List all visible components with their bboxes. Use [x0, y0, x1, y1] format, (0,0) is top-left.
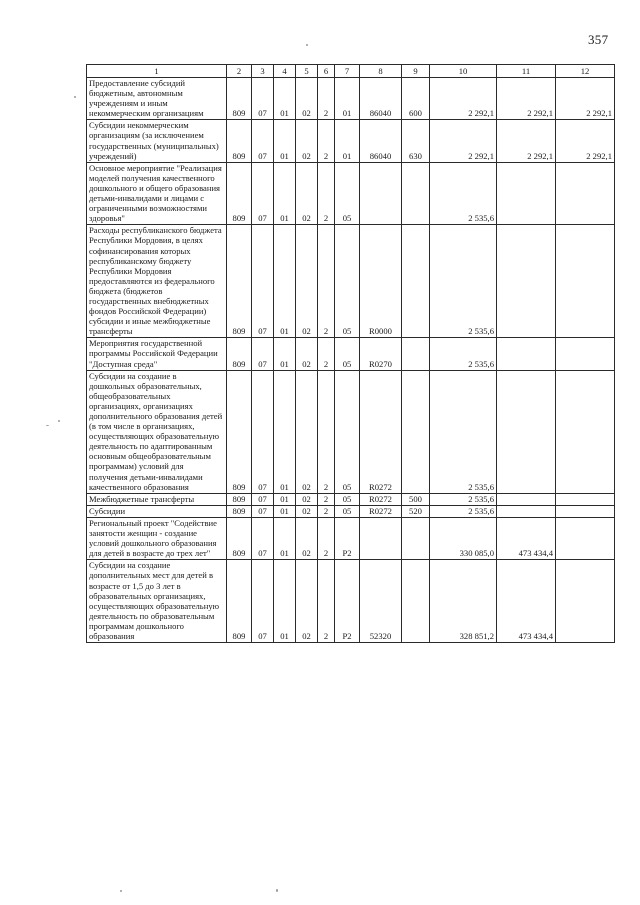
cell-subprogram: 2	[318, 78, 335, 120]
cell-subprogram: 2	[318, 338, 335, 370]
cell-chapter: 809	[227, 225, 252, 338]
cell-amount-3: 2 292,1	[556, 78, 615, 120]
cell-program: 02	[296, 370, 318, 493]
cell-subprogram: 2	[318, 493, 335, 505]
cell-amount-1: 2 292,1	[430, 120, 497, 162]
cell-amount-2	[497, 225, 556, 338]
cell-direction: R0272	[360, 505, 402, 517]
column-header: 2	[227, 65, 252, 78]
cell-program: 02	[296, 225, 318, 338]
cell-section: 07	[252, 370, 274, 493]
cell-program: 02	[296, 505, 318, 517]
cell-chapter: 809	[227, 505, 252, 517]
row-name: Мероприятия государственной программы Российской Федерации "Доступная среда"	[87, 338, 227, 370]
cell-amount-1: 2 535,6	[430, 338, 497, 370]
column-header: 6	[318, 65, 335, 78]
cell-program: 02	[296, 162, 318, 225]
cell-section: 07	[252, 505, 274, 517]
cell-direction: 86040	[360, 120, 402, 162]
page-number: 357	[588, 32, 609, 47]
row-name: Предоставление субсидий бюджетным, автономным учреждениям и иным некоммерческим организациям	[87, 78, 227, 120]
cell-expense-type	[402, 338, 430, 370]
cell-activity: 05	[335, 225, 360, 338]
cell-direction	[360, 517, 402, 559]
cell-subsection: 01	[274, 560, 296, 643]
cell-section: 07	[252, 78, 274, 120]
cell-subprogram: 2	[318, 370, 335, 493]
cell-program: 02	[296, 120, 318, 162]
cell-activity: 05	[335, 162, 360, 225]
cell-activity: P2	[335, 517, 360, 559]
cell-amount-2	[497, 162, 556, 225]
cell-amount-2: 2 292,1	[497, 120, 556, 162]
column-header: 4	[274, 65, 296, 78]
cell-amount-3	[556, 560, 615, 643]
cell-expense-type	[402, 517, 430, 559]
cell-amount-2: 473 434,4	[497, 517, 556, 559]
cell-section: 07	[252, 162, 274, 225]
cell-expense-type: 500	[402, 493, 430, 505]
column-header: 7	[335, 65, 360, 78]
cell-amount-1: 2 535,6	[430, 505, 497, 517]
cell-expense-type	[402, 560, 430, 643]
cell-amount-1: 2 292,1	[430, 78, 497, 120]
cell-direction: 52320	[360, 560, 402, 643]
cell-section: 07	[252, 338, 274, 370]
cell-amount-3: 2 292,1	[556, 120, 615, 162]
cell-activity: 05	[335, 493, 360, 505]
table-row	[87, 493, 615, 505]
cell-activity: 05	[335, 505, 360, 517]
cell-amount-1: 2 535,6	[430, 162, 497, 225]
column-header: 11	[497, 65, 556, 78]
cell-section: 07	[252, 225, 274, 338]
row-name: Основное мероприятие "Реализация моделей получения качественного дошкольного и общего образования детьми-инвалидами и лицами с ограниченными возможностями здоровья"	[87, 162, 227, 225]
cell-chapter: 809	[227, 162, 252, 225]
cell-amount-3	[556, 505, 615, 517]
cell-direction	[360, 162, 402, 225]
row-name: Региональный проект "Содействие занятости женщин - создание условий дошкольного образования для детей в возрасте до трех лет"	[87, 517, 227, 559]
table-row	[87, 505, 615, 517]
cell-subprogram: 2	[318, 560, 335, 643]
cell-program: 02	[296, 338, 318, 370]
table-row	[87, 338, 615, 370]
cell-expense-type: 600	[402, 78, 430, 120]
budget-table	[86, 64, 615, 643]
scan-speck	[46, 425, 49, 426]
table-row	[87, 517, 615, 559]
cell-amount-3	[556, 517, 615, 559]
cell-amount-2	[497, 505, 556, 517]
cell-program: 02	[296, 560, 318, 643]
cell-section: 07	[252, 493, 274, 505]
cell-amount-3	[556, 338, 615, 370]
cell-activity: P2	[335, 560, 360, 643]
cell-chapter: 809	[227, 120, 252, 162]
table-row	[87, 78, 615, 120]
cell-subsection: 01	[274, 505, 296, 517]
cell-amount-3	[556, 493, 615, 505]
cell-amount-2	[497, 493, 556, 505]
cell-amount-2	[497, 370, 556, 493]
row-name: Субсидии	[87, 505, 227, 517]
table-row	[87, 120, 615, 162]
cell-section: 07	[252, 560, 274, 643]
table-row	[87, 560, 615, 643]
cell-amount-1: 2 535,6	[430, 370, 497, 493]
cell-amount-3	[556, 162, 615, 225]
cell-activity: 01	[335, 120, 360, 162]
cell-amount-1: 2 535,6	[430, 225, 497, 338]
cell-amount-1: 2 535,6	[430, 493, 497, 505]
cell-amount-2	[497, 338, 556, 370]
cell-program: 02	[296, 493, 318, 505]
cell-amount-2: 473 434,4	[497, 560, 556, 643]
cell-subsection: 01	[274, 78, 296, 120]
scan-speck	[276, 889, 278, 892]
cell-subprogram: 2	[318, 162, 335, 225]
scan-speck	[74, 96, 76, 98]
cell-direction: R0272	[360, 370, 402, 493]
row-name: Субсидии некоммерческим организациям (за исключением государственных (муниципальных) учреждений)	[87, 120, 227, 162]
cell-amount-1: 330 085,0	[430, 517, 497, 559]
row-name: Межбюджетные трансферты	[87, 493, 227, 505]
cell-subsection: 01	[274, 120, 296, 162]
column-header: 8	[360, 65, 402, 78]
cell-amount-3	[556, 225, 615, 338]
cell-subsection: 01	[274, 225, 296, 338]
scan-speck	[120, 890, 122, 892]
column-header: 3	[252, 65, 274, 78]
cell-chapter: 809	[227, 78, 252, 120]
cell-chapter: 809	[227, 560, 252, 643]
cell-subprogram: 2	[318, 505, 335, 517]
row-name: Расходы республиканского бюджета Республики Мордовия, в целях софинансирования которых республиканскому бюджету Республики Мордовия предоставляются из федерального бюджета (бюджетов государственных внебюджетных фондов Российской Федерации) субсидии и иные межбюджетные трансферты	[87, 225, 227, 338]
cell-subprogram: 2	[318, 517, 335, 559]
table-header-row	[87, 65, 615, 78]
cell-activity: 01	[335, 78, 360, 120]
cell-subsection: 01	[274, 517, 296, 559]
cell-subsection: 01	[274, 370, 296, 493]
cell-amount-2: 2 292,1	[497, 78, 556, 120]
cell-expense-type	[402, 162, 430, 225]
cell-chapter: 809	[227, 517, 252, 559]
column-header: 5	[296, 65, 318, 78]
cell-direction: R0270	[360, 338, 402, 370]
row-name: Субсидии на создание в дошкольных образовательных, общеобразовательных организациях, организациях дополнительного образования детей (в том числе в организациях, осуществляющих образовательную деятельность по адаптированным основным общеобразовательным программам) условий для получения детьми-инвалидами качественного образования	[87, 370, 227, 493]
cell-chapter: 809	[227, 493, 252, 505]
cell-chapter: 809	[227, 370, 252, 493]
cell-program: 02	[296, 78, 318, 120]
table-row	[87, 225, 615, 338]
cell-program: 02	[296, 517, 318, 559]
cell-amount-1: 328 851,2	[430, 560, 497, 643]
cell-activity: 05	[335, 370, 360, 493]
cell-subprogram: 2	[318, 120, 335, 162]
table-row	[87, 370, 615, 493]
cell-direction: 86040	[360, 78, 402, 120]
cell-expense-type	[402, 370, 430, 493]
row-name: Субсидии на создание дополнительных мест для детей в возрасте от 1,5 до 3 лет в образовательных организациях, осуществляющих образовательную деятельность по образовательным программам дошкольного образования	[87, 560, 227, 643]
cell-expense-type	[402, 225, 430, 338]
cell-direction: R0000	[360, 225, 402, 338]
scan-speck	[306, 44, 308, 46]
column-header: 12	[556, 65, 615, 78]
cell-activity: 05	[335, 338, 360, 370]
cell-section: 07	[252, 517, 274, 559]
cell-subsection: 01	[274, 338, 296, 370]
column-header: 9	[402, 65, 430, 78]
column-header: 10	[430, 65, 497, 78]
cell-expense-type: 630	[402, 120, 430, 162]
cell-subsection: 01	[274, 493, 296, 505]
cell-expense-type: 520	[402, 505, 430, 517]
column-header: 1	[87, 65, 227, 78]
cell-subprogram: 2	[318, 225, 335, 338]
cell-amount-3	[556, 370, 615, 493]
table-row	[87, 162, 615, 225]
cell-section: 07	[252, 120, 274, 162]
cell-chapter: 809	[227, 338, 252, 370]
cell-direction: R0272	[360, 493, 402, 505]
scan-speck	[58, 420, 60, 422]
cell-subsection: 01	[274, 162, 296, 225]
